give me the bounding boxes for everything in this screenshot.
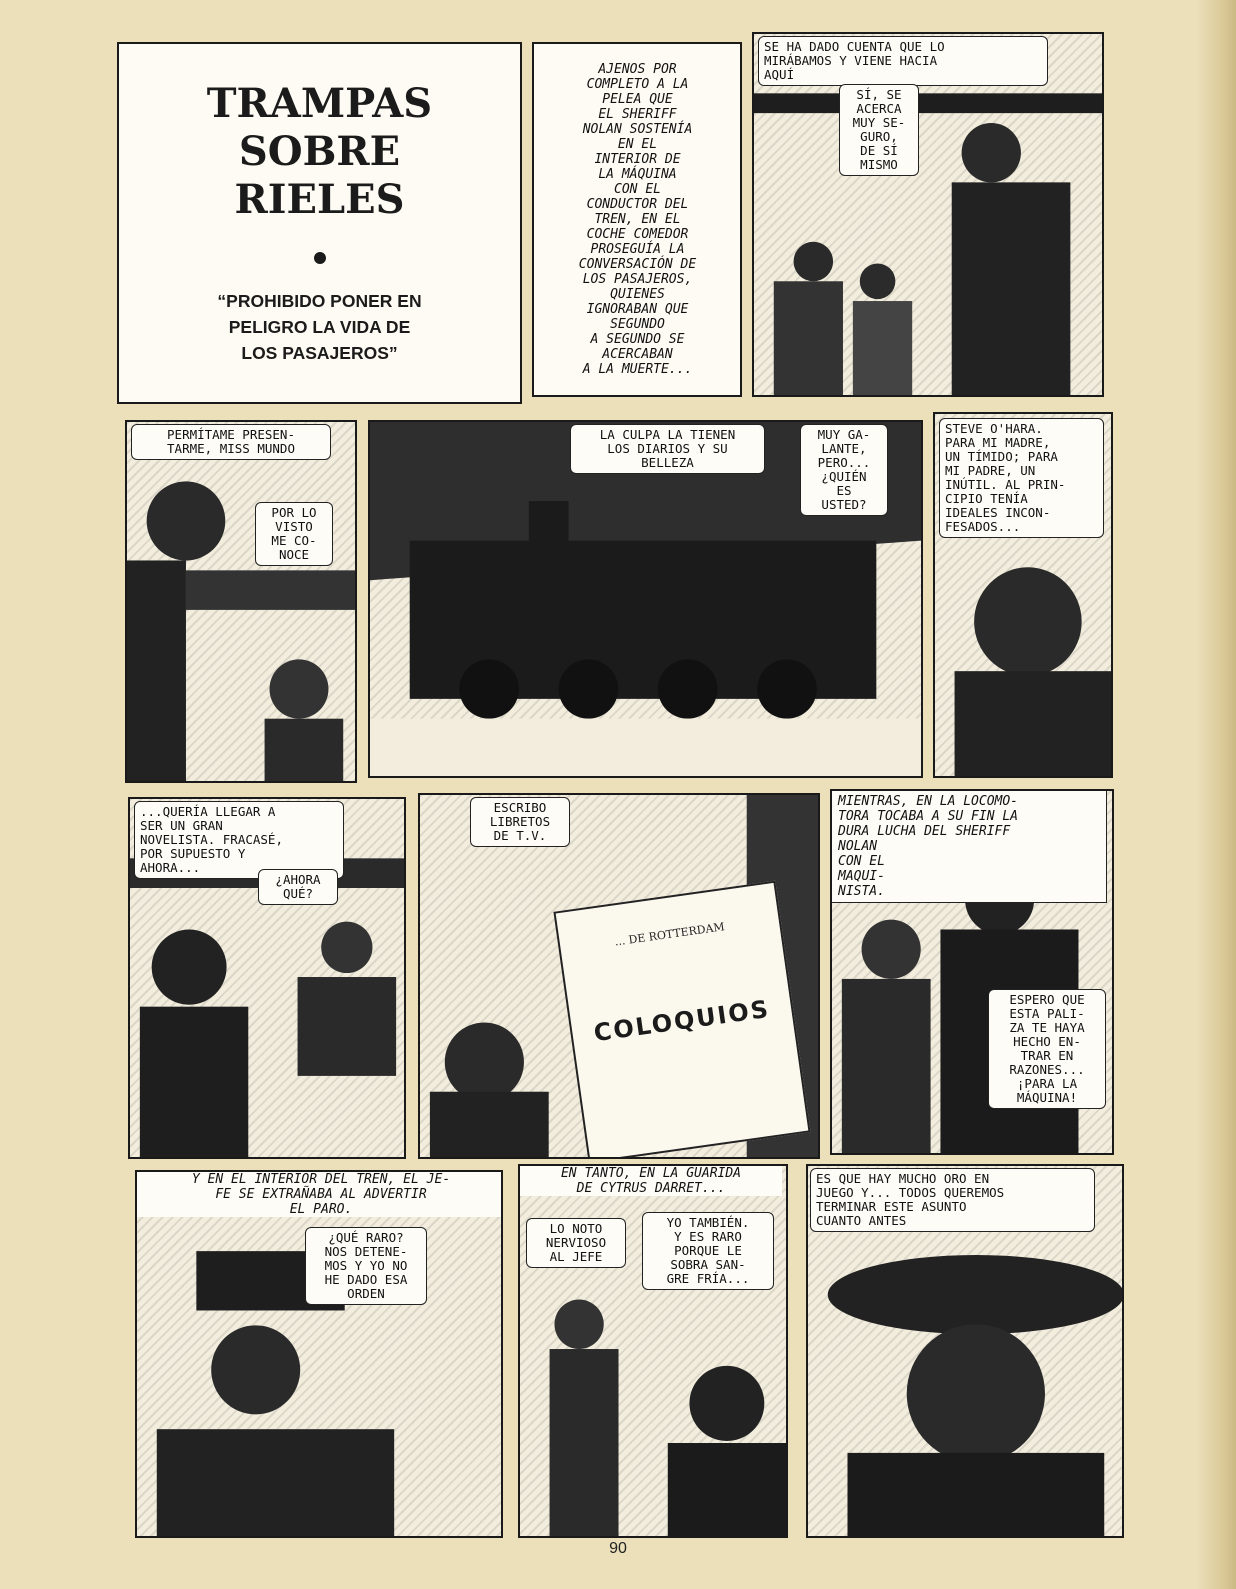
speech-bubble: ES QUE HAY MUCHO ORO EN JUEGO Y... TODOS QUEREMOS TERMINAR ESTE ASUNTO CUANTO ANTES [810, 1168, 1095, 1232]
speech-bubble: SÍ, SE ACERCA MUY SE- GURO, DE SÍ MISMO [839, 84, 919, 176]
panel-locomotive [368, 420, 923, 778]
speech-bubble: LA CULPA LA TIENEN LOS DIARIOS Y SU BELLEZA [570, 424, 765, 474]
narration-panel [532, 42, 742, 397]
speech-bubble: PERMÍTAME PRESEN- TARME, MISS MUNDO [131, 424, 331, 460]
panel-book [418, 793, 820, 1159]
panel-hideout [518, 1164, 788, 1538]
panel-introduction [125, 420, 357, 783]
speech-bubble: LO NOTO NERVIOSO AL JEFE [526, 1218, 626, 1268]
speech-bubble: POR LO VISTO ME CO- NOCE [255, 502, 333, 566]
speech-bubble: YO TAMBIÉN. Y ES RARO PORQUE LE SOBRA SAN- GRE FRÍA... [642, 1212, 774, 1290]
speech-bubble: ¿QUÉ RARO? NOS DETENE- MOS Y YO NO HE DADO ESA ORDEN [305, 1227, 427, 1305]
page-edge-shadow [1196, 0, 1236, 1589]
speech-bubble: ¿AHORA QUÉ? [258, 869, 338, 905]
speech-bubble: SE HA DADO CUENTA QUE LO MIRÁBAMOS Y VIENE HACIA AQUÍ [758, 36, 1048, 86]
title-bullet [314, 252, 326, 264]
speech-bubble: ...QUERÍA LLEGAR A SER UN GRAN NOVELISTA. FRACASÉ, POR SUPUESTO Y AHORA... [134, 801, 344, 879]
panel-steve-ohara [933, 412, 1113, 778]
panel-novelist [128, 797, 406, 1159]
title-panel [117, 42, 522, 404]
story-subtitle: “PROHIBIDO PONER EN PELIGRO LA VIDA DE LOS PASAJEROS” [217, 291, 422, 363]
panel-artwork [127, 422, 355, 781]
speech-bubble: ESCRIBO LIBRETOS DE T.V. [470, 797, 570, 847]
panel-locomotive-fight [830, 789, 1114, 1155]
panel-dining-car [752, 32, 1104, 397]
speech-bubble: MUY GA- LANTE, PERO... ¿QUIÉN ES USTED? [800, 424, 888, 516]
book-coloquios [553, 881, 810, 1159]
narration-caption: EN TANTO, EN LA GUARIDA DE CYTRUS DARRET... [520, 1166, 782, 1196]
panel-cowboy [806, 1164, 1124, 1538]
book-cover-text: ... DE ROTTERDAM [613, 920, 726, 949]
page-number: 90 [609, 1540, 627, 1557]
narration-caption: MIENTRAS, EN LA LOCOMO- TORA TOCABA A SU FIN LA DURA LUCHA DEL SHERIFF NOLAN CON EL MAQUI- NISTA. [832, 791, 1107, 903]
narration-caption: AJENOS POR COMPLETO A LA PELEA QUE EL SHERIFF NOLAN SOSTENÍA EN EL INTERIOR DE LA MÁQUINA CON EL CONDUCTOR DEL TREN, EN EL COCHE COMEDOR PROSEGUÍA LA CONVERSACIÓN DE LOS PASAJEROS, QUIENES IGNORABAN QUE SEGUNDO A SEGUNDO SE ACERCABAN A LA MUERTE... [578, 62, 697, 377]
book-title: COLOQUIOS [592, 994, 772, 1048]
speech-bubble: STEVE O'HARA. PARA MI MADRE, UN TÍMIDO; PARA MI PADRE, UN INÚTIL. AL PRIN- CIPIO TENÍA IDEALES INCON- FESADOS... [939, 418, 1104, 538]
panel-train-chief [135, 1170, 503, 1538]
speech-bubble: ESPERO QUE ESTA PALI- ZA TE HAYA HECHO EN- TRAR EN RAZONES... ¡PARA LA MÁQUINA! [988, 989, 1106, 1109]
panel-artwork [754, 34, 1102, 395]
story-title: TRAMPAS SOBRE RIELES [206, 80, 433, 223]
narration-caption: Y EN EL INTERIOR DEL TREN, EL JE- FE SE EXTRAÑABA AL ADVERTIR EL PARO. [137, 1172, 503, 1217]
